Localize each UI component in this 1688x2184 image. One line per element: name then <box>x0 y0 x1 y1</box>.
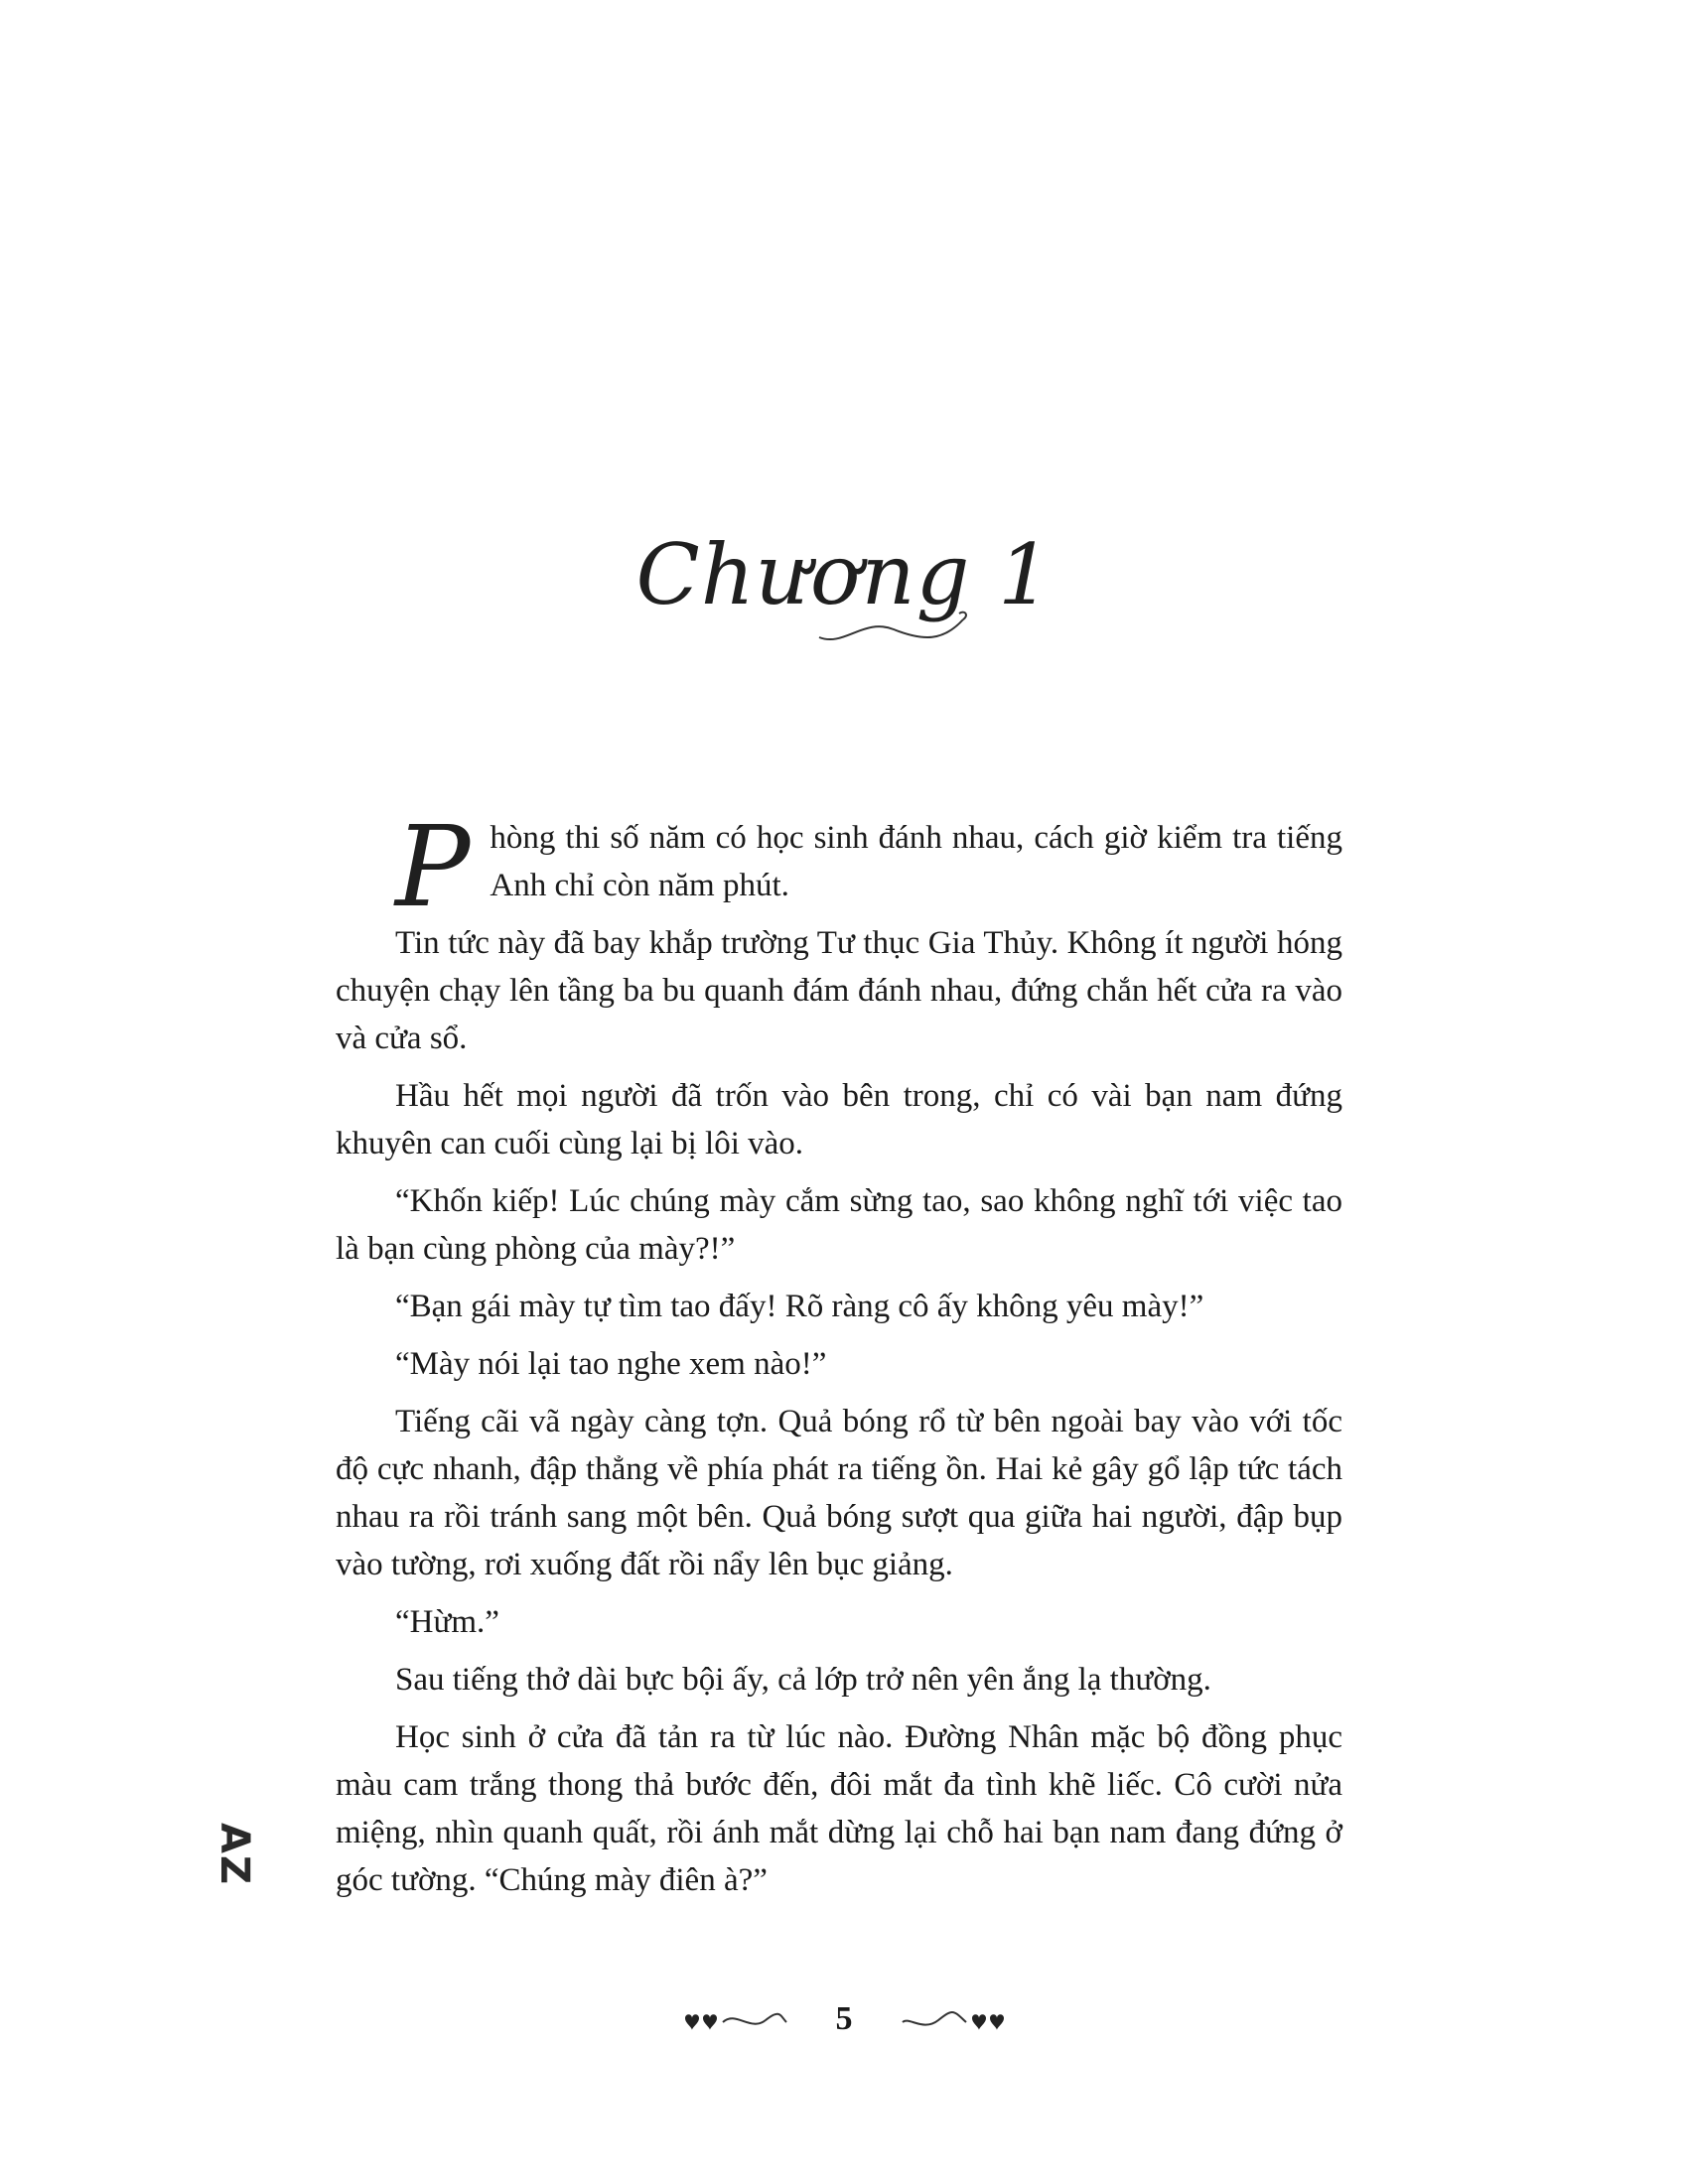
page-footer <box>0 2000 1688 2050</box>
paragraph: Học sinh ở cửa đã tản ra từ lúc nào. Đường Nhân mặc bộ đồng phục màu cam trắng thong thả bước đến, đôi mắt đa tình khẽ liếc. Cô cười nửa miệng, nhìn quanh quất, rồi ánh mắt dừng lại chỗ hai bạn nam đang đứng ở góc tường. “Chúng mày điên à?” <box>336 1719 1342 1898</box>
paragraph: Tiếng cãi vã ngày càng tợn. Quả bóng rổ từ bên ngoài bay vào với tốc độ cực nhanh, đập thẳng về phía phát ra tiếng ồn. Hai kẻ gây gổ lập tức tách nhau ra rồi tránh sang một bên. Quả bóng sượt qua giữa hai người, đập bụp vào tường, rơi xuống đất rồi nẩy lên bục giảng. <box>336 1404 1342 1582</box>
paragraph: Hầu hết mọi người đã trốn vào bên trong, chỉ có vài bạn nam đứng khuyên can cuối cùng lại bị lôi vào. <box>336 1078 1342 1161</box>
first-paragraph <box>336 803 1342 932</box>
chapter-body <box>336 803 1342 1914</box>
first-paragraph-text: hòng thi số năm có học sinh đánh nhau, cách giờ kiểm tra tiếng Anh chỉ còn năm phút. <box>490 820 1342 903</box>
left-ornament-icon <box>681 2006 790 2036</box>
chapter-title: Chương 1 <box>635 526 1053 623</box>
paragraph: Tin tức này đã bay khắp trường Tư thục Gia Thủy. Không ít người hóng chuyện chạy lên tầng ba bu quanh đám đánh nhau, đứng chắn hết cửa ra vào và cửa sổ. <box>336 925 1342 1056</box>
paragraph: “Hừm.” <box>395 1604 499 1640</box>
page-number: 5 <box>835 2000 853 2037</box>
paragraph: “Bạn gái mày tự tìm tao đấy! Rõ ràng cô ấy không yêu mày!” <box>395 1289 1204 1324</box>
paragraph: “Khốn kiếp! Lúc chúng mày cắm sừng tao, sao không nghĩ tới việc tao là bạn cùng phòng của mày?!” <box>336 1183 1342 1267</box>
paragraph: “Mày nói lại tao nghe xem nào!” <box>395 1346 827 1382</box>
paragraph: Sau tiếng thở dài bực bội ấy, cả lớp trở nên yên ắng lạ thường. <box>395 1662 1211 1698</box>
title-flourish-icon <box>814 608 973 647</box>
drop-cap: P <box>395 803 471 932</box>
right-ornament-icon <box>899 2006 1008 2036</box>
publisher-logo-text: AZ <box>211 1823 257 1886</box>
publisher-logo <box>206 1823 265 1981</box>
